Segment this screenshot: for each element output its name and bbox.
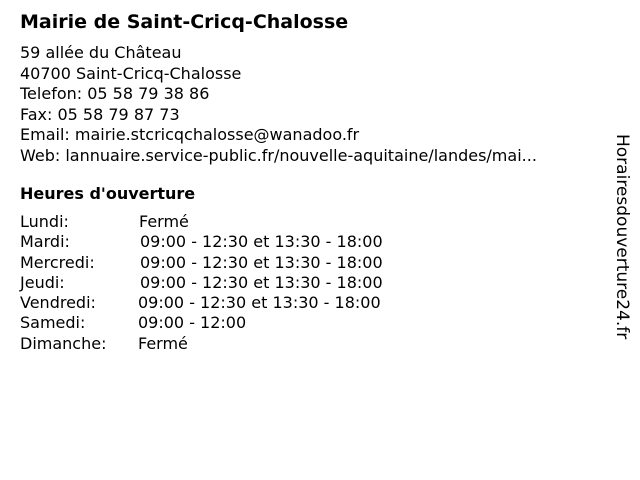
opening-hours-table: [20, 212, 383, 354]
hours-row-dimanche: [20, 333, 188, 354]
hours-row-samedi: [20, 313, 247, 333]
hours-row-lundi: [20, 212, 189, 232]
page-title: Mairie de Saint-Cricq-Chalosse: [20, 11, 349, 33]
phone-number: Telefon: 05 58 79 38 86: [20, 84, 210, 103]
day-hours: 09:00 - 12:30 et 13:30 - 18:00: [140, 232, 383, 252]
day-hours: 09:00 - 12:00: [138, 313, 247, 333]
day-label: Samedi:: [20, 313, 86, 333]
contact-block: [20, 43, 537, 166]
day-label: Dimanche:: [20, 333, 107, 353]
fax-number: Fax: 05 58 79 87 73: [20, 104, 180, 124]
day-label: Lundi:: [20, 212, 69, 231]
day-label: Mardi:: [20, 232, 70, 252]
day-hours: 09:00 - 12:30 et 13:30 - 18:00: [140, 252, 383, 272]
email-address: Email: mairie.stcricqchalosse@wanadoo.fr: [20, 125, 360, 144]
hours-row-jeudi: [20, 272, 383, 293]
day-label: Jeudi:: [20, 272, 65, 292]
hours-row-vendredi: [20, 293, 381, 313]
day-label: Mercredi:: [20, 252, 95, 272]
day-hours: 09:00 - 12:30 et 13:30 - 18:00: [138, 293, 381, 313]
opening-hours-heading: Heures d'ouverture: [20, 184, 196, 203]
day-label: Vendredi:: [20, 293, 96, 313]
website-link: Web: lannuaire.service-public.fr/nouvelle-aquitaine/landes/mai...: [20, 145, 537, 165]
day-hours: Fermé: [139, 212, 189, 231]
address-street: 59 allée du Château: [20, 43, 182, 62]
site-watermark: Horairesdouverture24.fr: [612, 134, 632, 340]
day-hours: Fermé: [138, 333, 188, 353]
day-hours: 09:00 - 12:30 et 13:30 - 18:00: [140, 272, 383, 292]
address-city: 40700 Saint-Cricq-Chalosse: [20, 63, 242, 83]
hours-row-mercredi: [20, 252, 383, 273]
hours-row-mardi: [20, 232, 383, 252]
